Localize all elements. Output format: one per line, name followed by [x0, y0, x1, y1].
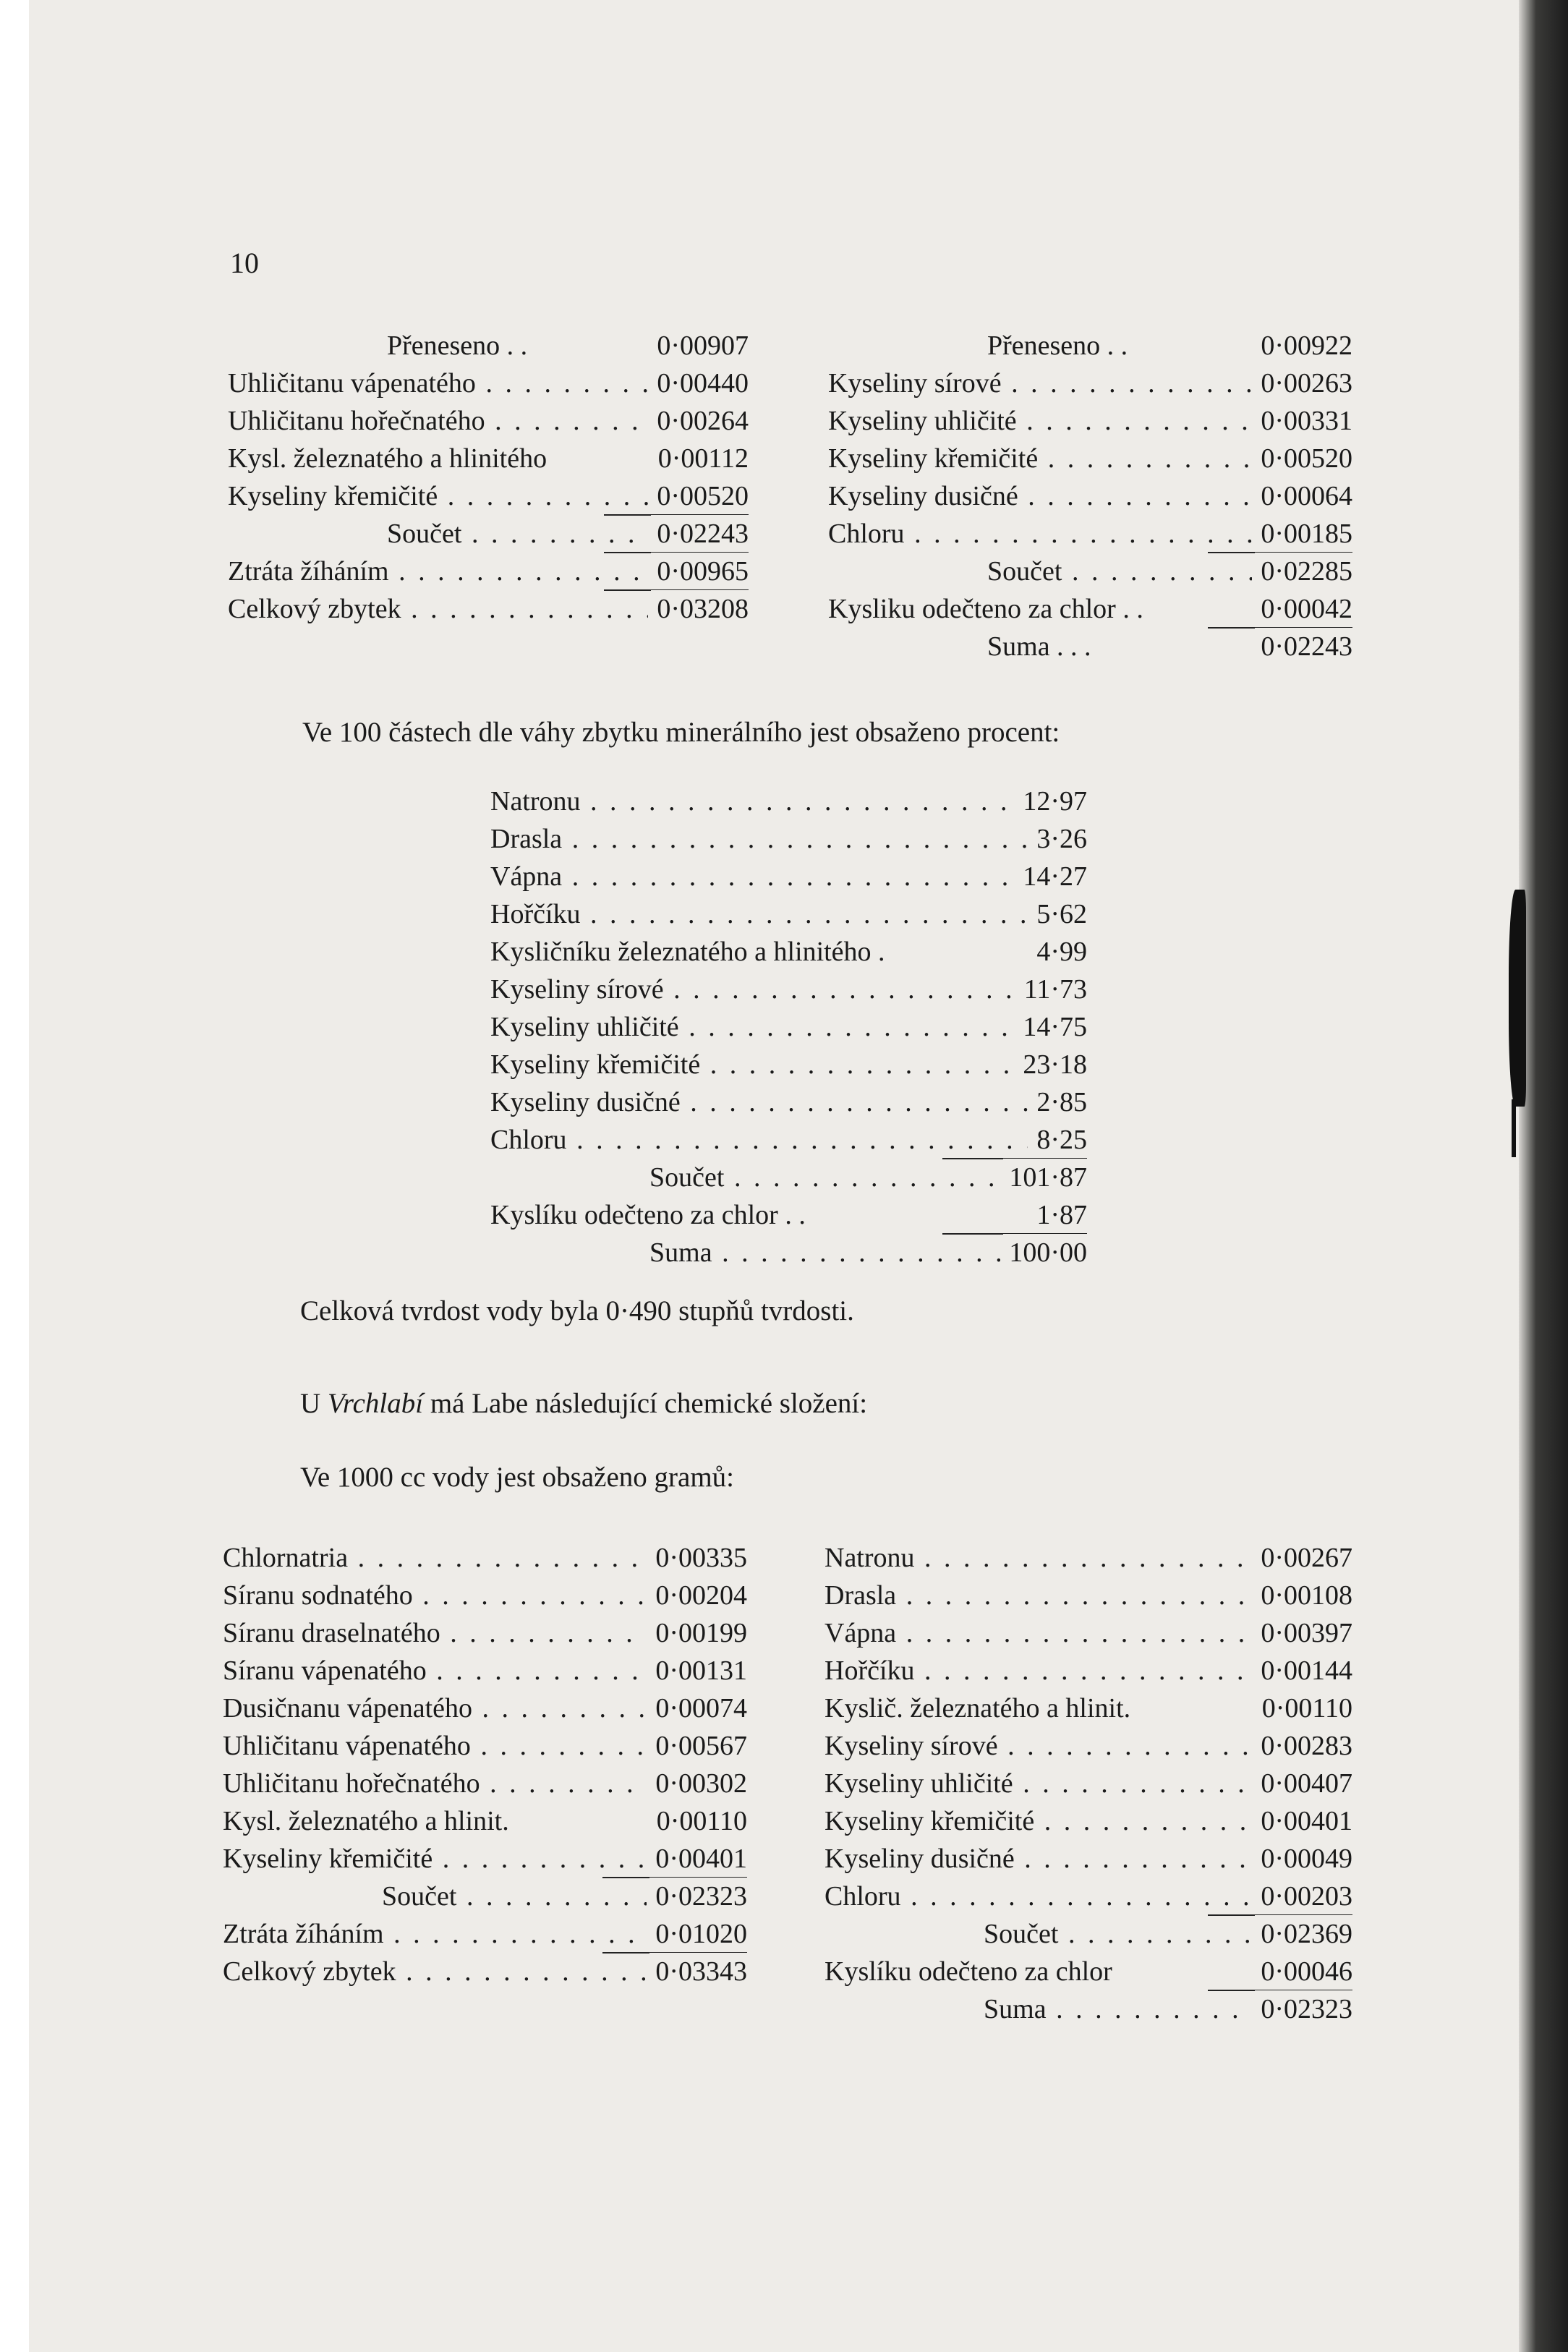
- table-row: [223, 1614, 747, 1652]
- row-label: Součet . . .: [649, 1159, 1000, 1196]
- row-value: 0·00335: [649, 1539, 747, 1577]
- row-value: 14·75: [1017, 1008, 1087, 1046]
- row-label: Kyslíku odečteno za chlor . .: [490, 1200, 806, 1230]
- row-label: Kyseliny sírové . . .: [828, 365, 1252, 402]
- table-row: [828, 477, 1352, 515]
- row-value: 0·02323: [1255, 1990, 1352, 2028]
- row-value: 0·00144: [1255, 1652, 1352, 1690]
- row-label: Kyseliny křemičité . . .: [825, 1802, 1252, 1840]
- page-number: 10: [230, 247, 259, 279]
- table-row: [228, 365, 749, 402]
- row-label: Síranu vápenatého . . .: [223, 1652, 647, 1690]
- row-value: 0·00922: [1255, 327, 1352, 365]
- table-row: [223, 1577, 747, 1614]
- row-label: Kyslíku odečteno za chlor: [825, 1956, 1112, 1987]
- table-row: [223, 1690, 747, 1727]
- row-label: Celkový zbytek . . .: [228, 590, 648, 628]
- row-value: 0·00567: [649, 1727, 747, 1765]
- row-value: 100·00: [1003, 1234, 1087, 1271]
- table-row: [825, 1878, 1352, 1915]
- row-value: 3·26: [1031, 820, 1087, 858]
- row-label: Ztráta žíháním . . .: [228, 553, 648, 590]
- table-row: [490, 895, 1087, 933]
- row-value: 0·02243: [1255, 628, 1352, 665]
- row-value: 0·00112: [652, 440, 749, 477]
- row-value: 0·00401: [649, 1840, 747, 1878]
- row-label: Suma . . .: [987, 631, 1091, 662]
- table-row: [228, 477, 749, 515]
- row-value: 0·03208: [651, 590, 749, 628]
- row-value: 0·00267: [1255, 1539, 1352, 1577]
- table-row: [825, 1727, 1352, 1765]
- table-row: [223, 1953, 747, 1990]
- row-label: Ztráta žíháním . . .: [223, 1915, 647, 1953]
- table-row: [223, 1539, 747, 1577]
- row-label: Chloru . . .: [825, 1878, 1252, 1915]
- row-value: 0·00440: [651, 365, 749, 402]
- table-row: [828, 590, 1352, 628]
- hardness-text: Celková tvrdost vody byla 0·490 stupňů tvrdosti.: [300, 1295, 854, 1326]
- table-row: [828, 327, 1352, 365]
- row-value: 5·62: [1031, 895, 1087, 933]
- row-label: Natronu . . .: [490, 783, 1014, 820]
- row-label: Kysličníku železnatého a hlinitého .: [490, 937, 885, 967]
- grams-intro: Ve 1000 cc vody jest obsaženo gramů:: [300, 1462, 735, 1493]
- table-row: [223, 1652, 747, 1690]
- row-label: Kyseliny křemičité . . .: [223, 1840, 647, 1878]
- percent-intro: Ve 100 částech dle váhy zbytku minerálního jest obsaženo procent:: [302, 717, 1060, 748]
- row-label: Suma . . .: [984, 1990, 1252, 2028]
- table-row: [228, 440, 749, 477]
- row-value: 0·00263: [1255, 365, 1352, 402]
- vrchlabi-post: má Labe následující chemické složení:: [430, 1388, 868, 1419]
- book-edge: [1519, 0, 1568, 2352]
- row-label: Drasla . . .: [490, 820, 1028, 858]
- table-row: [490, 783, 1087, 820]
- row-value: 0·00397: [1255, 1614, 1352, 1652]
- table-row: [825, 1539, 1352, 1577]
- row-value: 0·00108: [1255, 1577, 1352, 1614]
- row-value: 14·27: [1017, 858, 1087, 895]
- row-label: Kysl. železnatého a hlinitého: [228, 443, 547, 474]
- table-row: [228, 327, 749, 365]
- row-label: Součet . . .: [387, 515, 648, 553]
- row-label: Kyslič. železnatého a hlinit.: [825, 1693, 1131, 1723]
- row-label: Hořčíku . . .: [490, 895, 1028, 933]
- row-label: Drasla . . .: [825, 1577, 1252, 1614]
- table-row: [825, 1953, 1352, 1990]
- row-label: Kyseliny křemičité . . .: [828, 440, 1252, 477]
- row-label: Hořčíku . . .: [825, 1652, 1252, 1690]
- row-label: Vápna . . .: [825, 1614, 1252, 1652]
- row-value: 0·00131: [649, 1652, 747, 1690]
- table-row: [490, 820, 1087, 858]
- table-row: [223, 1727, 747, 1765]
- row-value: 0·00965: [651, 553, 749, 590]
- row-value: 0·00074: [649, 1690, 747, 1727]
- row-label: Kyseliny uhličité . . .: [825, 1765, 1252, 1802]
- row-label: Kysliku odečteno za chlor . .: [828, 594, 1143, 624]
- table-row: [825, 1840, 1352, 1878]
- table2-left: [223, 1539, 747, 1990]
- row-label: Přeneseno . .: [387, 331, 528, 361]
- row-label: Uhličitanu hořečnatého . . .: [223, 1765, 647, 1802]
- table-row: [223, 1765, 747, 1802]
- row-label: Kyseliny křemičité . . .: [490, 1046, 1014, 1083]
- row-value: 0·02243: [651, 515, 749, 553]
- row-value: 0·01020: [649, 1915, 747, 1953]
- row-value: 0·00283: [1255, 1727, 1352, 1765]
- row-label: Síranu draselnatého . . .: [223, 1614, 647, 1652]
- table-row: [490, 1121, 1087, 1159]
- row-label: Přeneseno . .: [987, 331, 1128, 361]
- row-label: Dusičnanu vápenatého . . .: [223, 1690, 647, 1727]
- row-label: Chlornatria . . .: [223, 1539, 647, 1577]
- table2-right: [825, 1539, 1352, 2028]
- row-label: Kyseliny dusičné . . .: [825, 1840, 1252, 1878]
- row-value: 4·99: [1031, 933, 1087, 971]
- table-row: [490, 1234, 1087, 1271]
- table-row: [490, 1046, 1087, 1083]
- table-row: [825, 1990, 1352, 2028]
- row-label: Kyseliny uhličité . . .: [490, 1008, 1014, 1046]
- row-value: 0·00204: [649, 1577, 747, 1614]
- row-value: 11·73: [1018, 971, 1087, 1008]
- row-label: Kyseliny dusičné . . .: [490, 1083, 1028, 1121]
- table-row: [825, 1915, 1352, 1953]
- row-label: Kysl. železnatého a hlinit.: [223, 1806, 509, 1836]
- table-row: [223, 1840, 747, 1878]
- table1-right: [828, 327, 1352, 665]
- row-value: 0·00264: [651, 402, 749, 440]
- row-value: 0·00046: [1255, 1953, 1352, 1990]
- table-row: [228, 553, 749, 590]
- table-row: [825, 1652, 1352, 1690]
- row-value: 23·18: [1017, 1046, 1087, 1083]
- table-row: [223, 1878, 747, 1915]
- row-label: Síranu sodnatého . . .: [223, 1577, 647, 1614]
- table-row: [825, 1765, 1352, 1802]
- row-value: 8·25: [1031, 1121, 1087, 1159]
- row-value: 0·00203: [1255, 1878, 1352, 1915]
- table-row: [223, 1802, 747, 1840]
- table-row: [490, 1196, 1087, 1234]
- row-value: 101·87: [1003, 1159, 1087, 1196]
- table-row: [828, 402, 1352, 440]
- row-value: 0·02369: [1255, 1915, 1352, 1953]
- row-value: 0·00049: [1255, 1840, 1352, 1878]
- row-label: Uhličitanu vápenatého . . .: [228, 365, 648, 402]
- row-label: Kyseliny křemičité . . .: [228, 477, 648, 515]
- table-row: [828, 365, 1352, 402]
- table-row: [223, 1915, 747, 1953]
- table-row: [828, 553, 1352, 590]
- vrchlabi-place: Vrchlabí: [327, 1388, 424, 1419]
- percent-table: [490, 783, 1087, 1271]
- ink-mark: [1509, 890, 1526, 1107]
- row-value: 0·00042: [1255, 590, 1352, 628]
- table-row: [490, 858, 1087, 895]
- table-row: [228, 590, 749, 628]
- row-value: 0·00520: [1255, 440, 1352, 477]
- row-value: 0·00407: [1255, 1765, 1352, 1802]
- ink-mark-small: [1512, 1099, 1516, 1157]
- row-value: 0·00064: [1255, 477, 1352, 515]
- row-value: 0·00302: [649, 1765, 747, 1802]
- row-label: Uhličitanu vápenatého . . .: [223, 1727, 647, 1765]
- table-row: [825, 1614, 1352, 1652]
- row-value: 0·00185: [1255, 515, 1352, 553]
- table-row: [825, 1802, 1352, 1840]
- table-row: [490, 933, 1087, 971]
- row-label: Uhličitanu hořečnatého . . .: [228, 402, 648, 440]
- row-label: Chloru . . .: [828, 515, 1252, 553]
- table-row: [228, 515, 749, 553]
- row-label: Chloru . . .: [490, 1121, 1028, 1159]
- row-label: Kyseliny uhličité . . .: [828, 402, 1252, 440]
- row-label: Kyseliny dusičné . . .: [828, 477, 1252, 515]
- row-label: Kyseliny sírové . . .: [825, 1727, 1252, 1765]
- row-value: 0·00331: [1255, 402, 1352, 440]
- table1-left: [228, 327, 749, 628]
- row-label: Součet . . .: [382, 1878, 647, 1915]
- table-row: [828, 515, 1352, 553]
- table-row: [828, 440, 1352, 477]
- row-value: 2·85: [1031, 1083, 1087, 1121]
- row-value: 1·87: [1031, 1196, 1087, 1234]
- table-row: [490, 1008, 1087, 1046]
- row-label: Celkový zbytek . . .: [223, 1953, 647, 1990]
- table-row: [825, 1577, 1352, 1614]
- row-value: 0·00401: [1255, 1802, 1352, 1840]
- row-value: 0·00520: [651, 477, 749, 515]
- row-value: 0·00907: [651, 327, 749, 365]
- table-row: [490, 1083, 1087, 1121]
- row-value: 12·97: [1017, 783, 1087, 820]
- table-row: [490, 971, 1087, 1008]
- row-label: Součet . . .: [987, 553, 1252, 590]
- row-label: Suma . . .: [649, 1234, 1000, 1271]
- row-label: Kyseliny sírové . . .: [490, 971, 1015, 1008]
- table-row: [828, 628, 1352, 665]
- vrchlabi-pre: U: [300, 1388, 321, 1419]
- row-value: 0·00110: [651, 1802, 747, 1840]
- row-label: Součet . . .: [984, 1915, 1252, 1953]
- table-row: [490, 1159, 1087, 1196]
- row-label: Vápna . . .: [490, 858, 1014, 895]
- row-value: 0·00199: [649, 1614, 747, 1652]
- table-row: [228, 402, 749, 440]
- vrchlabi-heading: [300, 1387, 867, 1420]
- row-value: 0·02323: [649, 1878, 747, 1915]
- row-value: 0·03343: [649, 1953, 747, 1990]
- row-value: 0·00110: [1256, 1690, 1352, 1727]
- row-label: Natronu . . .: [825, 1539, 1252, 1577]
- row-value: 0·02285: [1255, 553, 1352, 590]
- table-row: [825, 1690, 1352, 1727]
